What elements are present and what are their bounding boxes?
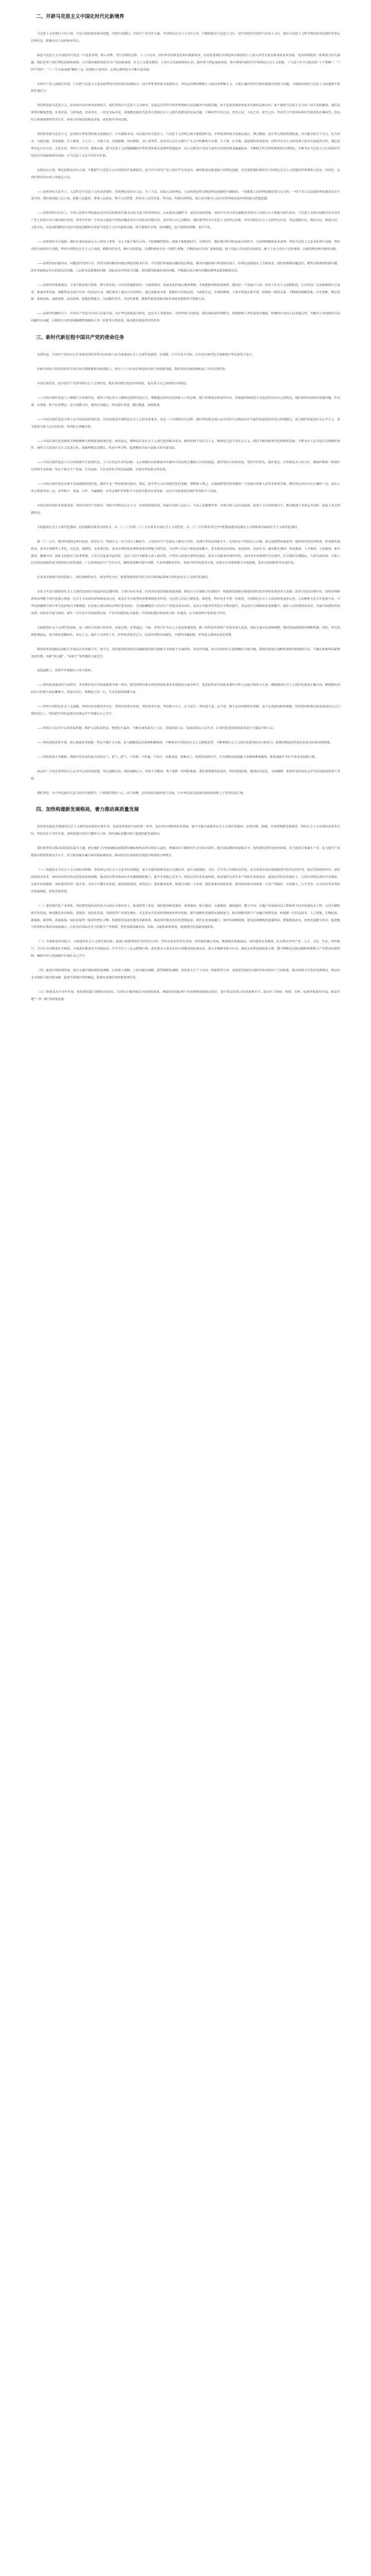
paragraph: 马克思主义是我们立党立国、兴党兴国的根本指导思想。实践告诉我们，中国共产党为什么能，中国特色社会主义为什么好，归根到底是马克思主义行，是中国化时代化的马克思主义行。拥有马克思主义科学理论指导是我们党坚定信仰信念、把握历史主动的根本所在。 — [31, 32, 340, 43]
paragraph: 我们要坚持以推动高质量发展为主题，把实施扩大内需战略同深化供给侧结构性改革有机结合起来，增强国内大循环内生动力和可靠性，提升国际循环质量和水平，加快建设现代化经济体系，着力提高全要素生产率，着力提升产业链供应链韧性和安全水平，着力推进城乡融合和区域协调发展，推动经济实现质的有效提升和量的合理增长。 — [31, 847, 340, 858]
paragraph: 高质量发展是全面建设社会主义现代化国家的首要任务。发展是党执政兴国的第一要务。没有坚实的物质技术基础，就不可能全面建成社会主义现代化强国。必须完整、准确、全面贯彻新发展理念，坚持社会主义市场经济改革方向，坚持高水平对外开放，加快构建以国内大循环为主体、国内国际双循环相互促进的新发展格局。 — [31, 825, 340, 836]
paragraph: 前进道路上，必须牢牢把握以下重大原则。 — [37, 669, 94, 673]
section-heading: 四、加快构建新发展格局，着力推动高质量发展 — [36, 807, 139, 813]
article — [0, 0, 371, 1004]
paragraph: ——必须坚持守正创新。我们从事的是前无古人的伟大事业，守正才能不迷失方向、不犯颠覆性错误，创新才能把握时代、引领时代。我们要以科学的态度对待科学、以真理的精神追求真理，坚持马克思主义基本原理不动摇，坚持党的全面领导不动摇，坚持中国特色社会主义不动摇，紧跟时代步伐，顺应实践发展，以满腔热忱对待一切新生事物，不断拓展认识的广度和深度，敢于说前人没有说过的新话，敢于干前人没有干过的事情，以新的理论指导新的实践。 — [31, 241, 340, 251]
paragraph: 中国式现代化的本质要求是：坚持中国共产党领导，坚持中国特色社会主义，实现高质量发展，发展全过程人民民主，丰富人民精神世界，实现全体人民共同富裕，促进人与自然和谐共生，推动构建人类命运共同体，创造人类文明新形态。 — [31, 504, 340, 515]
paragraph: 全面建成社会主义现代化强国，总的战略安排是分两步走：从二〇二〇年到二〇三五年基本实现社会主义现代化；从二〇三五年到本世纪中叶把我国建成富强民主文明和谐美丽的社会主义现代化强国。 — [37, 526, 300, 529]
paragraph: ——必须坚持胸怀天下。中国共产党是为中国人民谋幸福、为中华民族谋复兴的党，也是为人类谋进步、为世界谋大同的党。我们要拓展世界眼光，深刻洞察人类发展进步潮流，积极回应各国人民普遍关切，为解决人类面临的共同问题作出贡献，以海纳百川的宽阔胸襟借鉴吸收人类一切优秀文明成果，推动建设更加美好的世界。 — [31, 312, 340, 323]
paragraph: ——中国式现代化是人与自然和谐共生的现代化。人与自然是生命共同体，无止境地向自然索取甚至破坏自然必然会遭到大自然的报复。我们坚持可持续发展，坚持节约优先、保护优先、自然恢复为主的方针，像保护眼睛一样保护自然和生态环境，坚定不移走生产发展、生活富裕、生态良好的文明发展道路，实现中华民族永续发展。 — [31, 461, 340, 472]
paragraph: 我国改革发展稳定面临不少深层次矛盾躲不开、绕不过，党的建设特别是党风廉政建设和反腐败斗争面临不少顽固性、多发性问题，来自外部的打压遏制随时可能升级。我国发展进入战略机遇和风险挑战并存、不确定难预料因素增多的时期，各种“黑天鹅”、“灰犀牛”事件随时可能发生。 — [31, 648, 340, 658]
paragraph: （一）构建高水平社会主义市场经济体制。坚持和完善社会主义基本经济制度，毫不动摇巩固和发展公有制经济，毫不动摇鼓励、支持、引导非公有制经济发展，充分发挥市场在资源配置中的决定性作用，更好发挥政府作用。深化国资国企改革，加快国有经济布局优化和结构调整，推动国有资本和国有企业做强做优做大，提升企业核心竞争力。优化民营企业发展环境，依法保护民营企业产权和企业家权益，促进民营经济发展壮大。完善中国特色现代企业制度，弘扬企业家精神，加快建设世界一流企业。支持中小微企业发展。深化简政放权、放管结合、优化服务改革。构建全国统一大市场，深化要素市场化改革，建设高标准市场体系。完善产权保护、市场准入、公平竞争、社会信用等市场经济基础制度，优化营商环境。 — [31, 869, 340, 893]
paragraph: ——坚持中国特色社会主义道路。坚持以经济建设为中心，坚持四项基本原则，坚持改革开放，坚持独立自主、自力更生，坚持道不变、志不改，既不走封闭僵化的老路，也不走改旗易帜的邪路，坚持把国家和民族发展放在自己力量的基点上，坚持把中国发展进步的命运牢牢掌握在自己手中。 — [31, 705, 340, 716]
paragraph: ——必须坚持自信自立。中国人民和中华民族从近代以后的深重苦难走向伟大复兴的光明前景，从来就没有教科书，更没有现成答案。党的百年奋斗成功道路是党领导人民独立自主探索开辟出来的，马克思主义的中国篇章是中国共产党人依靠自身力量实践出来的，贯穿其中的一个基本点就是中国的问题必须从中国基本国情出发，由中国人自己来解答。我们要坚持对马克思主义的坚定信仰、对中国特色社会主义的坚定信念，坚定道路自信、理论自信、制度自信、文化自信，以更加积极的历史担当和创造精神为发展马克思主义作出新的贡献，既不能刻舟求剑、封闭僵化，也不能照抄照搬、食洋不化。 — [31, 212, 340, 230]
paragraph: ——必须坚持系统观念。万事万物是相互联系、相互依存的。只有用普遍联系的、全面系统的、发展变化的观点观察事物，才能把握事物发展规律。我国是一个发展中大国，仍处于社会主义初级阶段，正在经历广泛而深刻的社会变革，推进改革发展、调整利益关系往往牵一发而动全身。我们要善于通过历史看现实、透过现象看本质，把握好全局和局部、当前和长远、宏观和微观、主要矛盾和次要矛盾、特殊和一般的关系，不断提高战略思维、历史思维、辩证思维、系统思维、创新思维、法治思维、底线思维能力，为前瞻性思考、全局性谋划、整体性推进党和国家各项事业提供科学思想方法。 — [31, 283, 340, 301]
paragraph: ——中国式现代化是人口规模巨大的现代化。我国十四亿多人口整体迈进现代化社会，规模超过现有发达国家人口的总和，艰巨性和复杂性前所未有，发展途径和推进方式也必然具有自己的特点。我们始终从国情出发想问题、作决策、办事情，既不好高骛远，也不因循守旧，保持历史耐心，坚持稳中求进、循序渐进、持续推进。 — [31, 396, 340, 407]
paragraph: 全面建设社会主义现代化国家，是一项伟大而艰巨的事业，前途光明，任重道远。当前，世界百年未有之大变局加速演进，新一轮科技革命和产业变革深入发展，国际力量对比深刻调整，我国发展面临新的战略机遇。同时，世纪疫情影响深远，逆全球化思潮抬头，单边主义、保护主义明显上升，世界经济复苏乏力，局部冲突和动荡频发，全球性问题加剧，世界进入新的动荡变革期。 — [31, 626, 340, 637]
section-heading: 三、新时代新征程中国共产党的使命任务 — [36, 335, 125, 341]
paragraph: 中国式现代化，是中国共产党领导的社会主义现代化，既有各国现代化的共同特征，更有基于自己国情的中国特色。 — [37, 382, 190, 385]
paragraph: ——中国式现代化是物质文明和精神文明相协调的现代化。物质富足、精神富有是社会主义现代化的根本要求。物质贫困不是社会主义，精神贫乏也不是社会主义。我们不断厚植现代化的物质基础，不断夯实人民幸福生活的物质条件，同时大力发展社会主义先进文化，加强理想信念教育，传承中华文明，促进物的全面丰富和人的全面发展。 — [31, 439, 340, 450]
paragraph: 坚持和发展马克思主义，必须同中华优秀传统文化相结合。只有植根本国、本民族历史文化沃土，马克思主义真理之树才能根深叶茂。中华优秀传统文化源远流长、博大精深，是中华文明的智慧结晶，其中蕴含的天下为公、民为邦本、为政以德、革故鼎新、任人唯贤、天人合一、自强不息、厚德载物、讲信修睦、亲仁善邻等，是中国人民在长期生产生活中积累的宇宙观、天下观、社会观、道德观的重要体现，同科学社会主义价值观主张具有高度契合性。我们必须坚定历史自信、文化自信，坚持古为今用、推陈出新，把马克思主义思想精髓同中华优秀传统文化精华贯通起来、同人民群众日用而不觉的共同价值观念融通起来，不断赋予科学理论鲜明的中国特色，不断夯实马克思主义中国化时代化的历史基础和群众基础，让马克思主义在中国牢牢扎根。 — [31, 133, 340, 158]
paragraph: ——坚持深化改革开放。深入推进改革创新，坚定不移扩大开放，着力破解深层次体制机制障碍，不断彰显中国特色社会主义制度优势，不断增强社会主义现代化建设的动力和活力，把我国制度优势更好转化为国家治理效能。 — [37, 741, 333, 744]
paragraph: 我们坚信，在中华民族伟大复兴的历史进程中，只要我们团结一心、奋力拼搏，必将创造出新的更大奇迹，让中华民族以更加昂扬的姿态屹立于世界民族之林。 — [37, 791, 246, 795]
paragraph: 到二〇三五年，我国发展的总体目标是：经济实力、科技实力、综合国力大幅跃升，人均国内生产总值迈上新的大台阶，达到中等发达国家水平；实现高水平科技自立自强，进入创新型国家前列；建成现代化经济体系，形成新发展格局，基本实现新型工业化、信息化、城镇化、农业现代化；基本实现国家治理体系和治理能力现代化，全过程人民民主制度更加健全，基本建成法治国家、法治政府、法治社会；建成教育强国、科技强国、人才强国、文化强国、体育强国、健康中国，国家文化软实力显著增强；人民生活更加幸福美好，居民人均可支配收入再上新台阶，中等收入群体比重明显提高，基本公共服务实现均等化，农村基本具备现代生活条件，社会保持长期稳定，人的全面发展、全体人民共同富裕取得更为明显的实质性进展；广泛形成绿色生产生活方式，碳排放达峰后稳中有降，生态环境根本好转，美丽中国目标基本实现；国家安全体系和能力全面加强，基本实现国防和军队现代化。 — [31, 540, 340, 565]
paragraph: （四）促进区域协调发展。深入实施区域协调发展战略、区域重大战略、主体功能区战略、新型城镇化战略，优化重大生产力布局，构建优势互补、高质量发展的区域经济布局和国土空间体系。推动西部大开发形成新格局，推动东北全面振兴取得新突破，促进中部地区加快崛起，鼓励东部地区加快推进现代化。 — [31, 969, 340, 979]
paragraph: 在新中国成立特别是改革开放以来长期探索和实践基础上，经过十八大以来在理论和实践上的创新突破，我们党成功推进和拓展了中国式现代化。 — [37, 368, 228, 371]
section-2 — [31, 11, 340, 325]
paragraph: 未来五年是全面建设社会主义现代化国家开局起步的关键时期。主要目标任务是：经济高质量发展取得新突破，科技自立自强能力显著提升，构建新发展格局和建设现代化经济体系取得重大进展；改革开放迈出新步伐，国家治理体系和治理能力现代化深入推进，社会主义市场经济体制更加完善，更高水平开放型经济新体制基本形成；全过程人民民主制度化、规范化、程序化水平进一步提高，中国特色社会主义法治体系更加完善；人民精神文化生活更加丰富，中华民族凝聚力和中华文化影响力不断增强；居民收入增长和经济增长基本同步，劳动报酬提高与劳动生产率提高基本同步，基本公共服务均等化水平明显提升，多层次社会保障体系更加健全；城乡人居环境明显改善，美丽中国建设成效显著；国家安全更为巩固，建军一百年奋斗目标如期实现，平安中国建设扎实推进；中国国际地位和影响力进一步提高，在全球治理中发挥更大作用。 — [31, 590, 340, 615]
section-3 — [31, 332, 340, 797]
paragraph: ——坚持发扬斗争精神。增强全党全国各族人民的志气、骨气、底气，不信邪、不怕鬼、不怕压，知难而进、迎难而上，统筹发展和安全，全力战胜前进道路上各种困难和挑战，依靠顽强斗争打开事业发展新天地。 — [37, 755, 318, 759]
paragraph: （二）建设现代化产业体系。坚持把发展经济的着力点放在实体经济上，推进新型工业化，加快建设制造强国、质量强国、航天强国、交通强国、网络强国、数字中国。实施产业基础再造工程和重大技术装备攻关工程，支持专精特新企业发展，推动制造业高端化、智能化、绿色化发展。巩固优势产业领先地位，在关系安全发展的领域加快补齐短板，提升战略性资源供应保障能力。推动战略性新兴产业融合集群发展，构建新一代信息技术、人工智能、生物技术、新能源、新材料、高端装备、绿色环保等一批新的增长引擎。构建优质高效的服务业新体系，推动现代服务业同先进制造业、现代农业深度融合。加快发展物联网，建设高效顺畅的流通体系，降低物流成本。加快发展数字经济，促进数字经济和实体经济深度融合，打造具有国际竞争力的数字产业集群。优化基础设施布局、结构、功能和系统集成，构建现代化基础设施体系。 — [31, 904, 340, 929]
paragraph: 中国共产党人深刻认识到，只有把马克思主义基本原理同中国具体实际相结合、同中华优秀传统文化相结合，坚持运用辩证唯物主义和历史唯物主义，才能正确回答时代和实践提出的重大问题，才能始终保持马克思主义的蓬勃生机和旺盛活力。 — [31, 82, 340, 93]
paragraph: 推进马克思主义中国化时代化是一个追求真理、揭示真理、笃行真理的过程。十八大以来，国内外形势新变化和实践新要求，迫切需要我们从理论和实践的结合上深入回答关系党和国家事业发展、党治国理政的一系列重大时代课题。我们党勇于进行理论探索和创新，以全新的视野深化对共产党执政规律、社会主义建设规律、人类社会发展规律的认识，取得重大理论创新成果，集中体现为新时代中国特色社会主义思想。十九届六中全会提出的“十个明确”、“十四个坚持”、“十三个方面成就”概括了这一思想的主要内容，必须长期坚持并不断丰富发展。 — [31, 54, 340, 72]
paragraph: （五）推进高水平对外开放。依托我国超大规模市场优势，以国内大循环吸引全球资源要素，增强国内国际两个市场两种资源联动效应，提升贸易投资合作质量和水平。稳步扩大规则、规制、管理、标准等制度型开放。推动共建“一带一路”高质量发展。 — [31, 990, 340, 1001]
paragraph: ——中国式现代化是走和平发展道路的现代化。我国不走一些国家通过战争、殖民、掠夺等方式实现现代化的老路，那种损人利己、充满血腥罪恶的老路给广大发展中国家人民带来深重苦难。我们坚定站在历史正确的一边、站在人类文明进步的一边，高举和平、发展、合作、共赢旗帜，在坚定维护世界和平与发展中谋求自身发展，又以自身发展更好维护世界和平与发展。 — [31, 483, 340, 494]
paragraph: 同志们！全党必须坚持以人民为中心的发展思想，坚定战略自信，保持战略定力，发扬斗争精神，勇于战胜一切风险挑战。我们要增强忧患意识，坚持底线思维，做到居安思危、未雨绸缪，准备经受风高浪急甚至惊涛骇浪的重大考验。 — [31, 770, 340, 781]
paragraph: ——坚持以人民为中心的发展思想。维护人民根本利益，增进民生福祉，不断实现发展为了人民、发展依靠人民、发展成果由人民共享，让现代化建设成果更多更公平惠及全体人民。 — [37, 727, 276, 730]
section-4 — [31, 804, 340, 1003]
paragraph: ——必须坚持人民至上。人民性是马克思主义的本质属性，党的理论是来自人民、为了人民、造福人民的理论，人民的创造性实践是理论创新的不竭源泉。一切脱离人民的理论都是苍白无力的，一切不为人民造福的理论都是没有生命力的。我们要站稳人民立场、把握人民愿望、尊重人民创造、集中人民智慧，形成为人民所喜爱、所认同、所拥有的理论，使之成为指导人民认识世界和改造世界的强大思想武器。 — [31, 190, 340, 201]
paragraph: 在基本实现现代化的基础上，我们要继续奋斗，到本世纪中叶，把我国建设成为综合国力和国际影响力领先的社会主义现代化强国。 — [37, 576, 210, 580]
paragraph: （三）全面推进乡村振兴。全面建设社会主义现代化国家，最艰巨最繁重的任务仍然在农村。坚持农业农村优先发展，坚持城乡融合发展，畅通城乡要素流动。加快建设农业强国，扎实推动乡村产业、人才、文化、生态、组织振兴。全方位夯实粮食安全根基，全面落实粮食安全党政同责，牢牢守住十八亿亩耕地红线，逐步把永久基本农田全部建成高标准农田，深入实施种业振兴行动，强化农业科技和装备支撑，健全种粮农民收益保障机制和主产区利益补偿机制，确保中国人的饭碗牢牢端在自己手中。 — [31, 940, 340, 958]
paragraph: 实践没有止境，理论创新也没有止境。不断谱写马克思主义中国化时代化新篇章，是当代中国共产党人的庄严历史责任。继续推进实践基础上的理论创新，首先要把握好新时代中国特色社会主义思想的世界观和方法论，坚持好、运用好贯穿其中的立场观点方法。 — [31, 168, 340, 179]
paragraph: ——坚持和加强党的全面领导。坚决维护党中央权威和集中统一领导，把党的领导落实到党和国家事业各领域各方面各环节，使党始终成为风雨来袭时全体人民最可靠的主心骨，确保我国社会主义现代化建设正确方向，确保拥有团结奋斗的强大政治凝聚力、发展自信心，集聚起万众一心、共克时艰的磅礴力量。 — [31, 684, 340, 694]
paragraph: 坚持和发展马克思主义，必须同中国具体实际相结合。我们坚持以马克思主义为指导，是要运用其科学的世界观和方法论解决中国的问题，而不是要背诵和重复其具体结论和词句，更不能把马克思主义当成一成不变的教条。我们必须坚持解放思想、实事求是、与时俱进、求真务实，一切从实际出发，着眼解决新时代改革开放和社会主义现代化建设的实际问题，不断回答中国之问、世界之问、人民之问、时代之问，作出符合中国实际和时代要求的正确回答，得出符合客观规律的科学认识，形成与时俱进的理论成果，更好指导中国实践。 — [31, 104, 340, 122]
paragraph: 从现在起，中国共产党的中心任务就是团结带领全国各族人民全面建成社会主义现代化强国、实现第二个百年奋斗目标，以中国式现代化全面推进中华民族伟大复兴。 — [37, 353, 255, 357]
section-heading: 二、开辟马克思主义中国化时代化新境界 — [36, 14, 125, 20]
paragraph: ——中国式现代化是全体人民共同富裕的现代化。共同富裕是中国特色社会主义的本质要求，也是一个长期的历史过程。我们坚持把实现人民对美好生活的向往作为现代化建设的出发点和落脚点，着力维护和促进社会公平正义，着力促进全体人民共同富裕，坚决防止两极分化。 — [31, 418, 340, 429]
paragraph: ——必须坚持问题导向。问题是时代的声音，回答并指导解决问题是理论的根本任务。今天我们所面临问题的复杂程度、解决问题的艰巨程度明显加大，给理论创新提出了全新要求。我们要增强问题意识，聚焦实践遇到的新问题、改革发展稳定存在的深层次问题、人民群众急难愁盼问题、国际变局中的重大问题、党的建设面临的突出问题，不断提出真正解决问题的新理念新思路新办法。 — [31, 262, 340, 273]
